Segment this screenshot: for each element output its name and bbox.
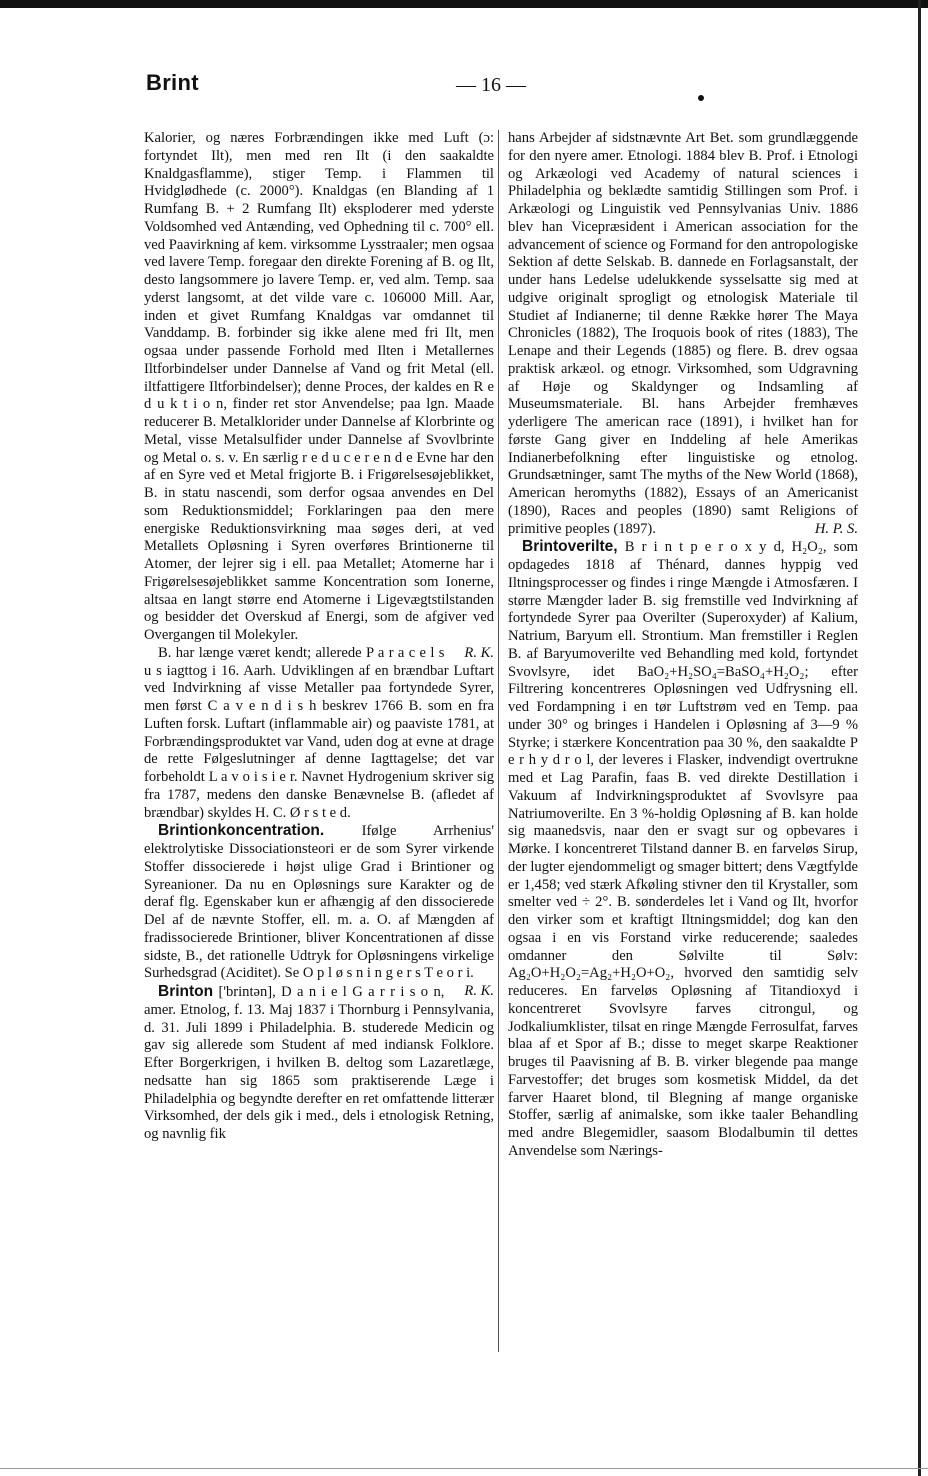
entry-brint-history-text: B. har længe været kendt; allerede P a r a c e l s u s iagttog i 16. Aarh. Udviklingen af en brændbar Luftart ved Indvirkning af visse Metaller paa fortyndede Syrer, men først C a v e n d i s h beskrev 1766 B. som en fra Luften forsk. Luftart (inflammable air) og paaviste 1781, at Forbrændingsproduktet var Vand, uden dog at evne at drage de rette Følgeslutninger af denne Iagttagelse; det var forbeholdt L a v o i s i e r. Navnet Hydrogenium skriver sig fra 1787, medens den danske Benævnelse B. (afledet af brændbar) skyldes H. C. Ø r s t e d.: [144, 644, 494, 821]
entry-body: Ifølge Arrhenius' elektrolytiske Dissociationsteori er de som Syrer virkende Stoffer dissocierede i højst ulige Grad i Brintioner og Syreanioner. Da nu en Opløsnings sure Karakter og de deraf flg. Egenskaber kun er afhængig af den dissocierede Del af de nævnte Stoffer, ell. m. a. O. af Mængden af fradissocierede Brintioner, bliver Koncentrationen af disse sidste, B., det rationelle Udtryk for Opløsningens virkelige Surhedsgrad (Aciditet). Se O p l ø s n i n g e r s T e o r i.: [144, 823, 494, 982]
entry-brintoverilte: [508, 538, 858, 1160]
signature: H. P. S.: [814, 520, 858, 537]
running-headword: Brint: [146, 70, 199, 95]
headword: Brintionkoncentration.: [158, 822, 325, 840]
entry-brint-continued: Kalorier, og næres Forbrændingen ikke med Luft (ɔ: fortyndet Ilt), men med ren Ilt (i den saakaldte Knaldgasflamme), stiger Temp. i Flammen til Hvidglødhede (c. 2000°). Knaldgas (en Blanding af 1 Rumfang B. + 2 Rumfang Ilt) eksploderer med yderste Voldsomhed ved Antænding, ved Ophedning til c. 700° ell. ved Paavirkning af kem. virksomme Lysstraaler; men ogsaa ved lavere Temp. foregaar den direkte Forening af B. og Ilt, desto langsommere jo lavere Temp. er, ved alm. Temp. saa yderst langsomt, at det vilde vare c. 106000 Mill. Aar, inden et givet Rumfang Knaldgas var omdannet til Vanddamp. B. forbinder sig ikke alene med fri Ilt, men ogsaa under passende Forhold med Ilten i Metallernes Iltforbindelser under Dannelse af Vand og frit Metal (ell. iltfattigere Iltforbindelser); denne Proces, der kaldes en R e d u k t i o n, finder ret stor Anvendelse; paa lgn. Maade reducerer B. Metalklorider under Dannelse af Klorbrinte og Metal, visse Metalsulfider under Dannelse af Svovlbrinte og Metal o. s. v. En særlig r e d u c e r e n d e Evne har den af en Syre ved et Metal frigjorte B. i Frigørelsesøjeblikket, B. in statu nascendi, som derfor ogsaa anvendes en Del som Reduktionsmiddel; Forklaringen paa den mere energiske Reduktionsvirkning maa søges deri, at ved Metallets Opløsning i Syren overføres Brintionerne til Atomer, der lejrer sig i ell. paa Metallet; Atomerne har i Frigørelsesøjeblikket samme Koncentration som Ionerne, altsaa en langt større end Atomerne i Ligevægtstilstanden og besidder det Overskud af Energi, som de afgiver ved Overgangen til Molekyler.: [144, 130, 494, 643]
signature: R. K.: [464, 983, 494, 999]
signature: R. K.: [464, 644, 494, 661]
headword: Brintoverilte,: [522, 538, 618, 556]
bottom-border: [0, 1468, 928, 1469]
page-number: — 16 —: [456, 74, 526, 96]
headword: Brinton: [158, 983, 214, 1000]
left-column: [144, 130, 494, 1144]
entry-brinton-continued: [508, 130, 858, 538]
right-edge-line: [918, 0, 921, 1476]
entry-brinton: [144, 983, 494, 1144]
entry-body: hans Arbejder af sidstnævnte Art Bet. som grundlæggende for den nyere amer. Etnologi. 1884 blev B. Prof. i Etnologi og Arkæologi ved Academy of natural sciences i Philadelphia og beklædte samtidig Stillingen som Prof. i Arkæologi og Linguistik ved Pennsylvanias Univ. 1886 blev han Vicepræsident i American association for the advancement of science og Formand for den antropologiske Sektion af dette Selskab. B. dannede en Forlagsanstalt, der under hans Ledelse udelukkende sysselsatte sig med at udgive originalt sprogligt og etnologisk Materiale til Studiet af Indianerne; til denne Række hører The Maya Chronicles (1882), The Iroquois book of rites (1883), The Lenape and their Legends (1885) og flere. B. drev ogsaa praktisk arkæol. og etnogr. Virksomhed, som Udgravning af Høje og Skaldynger og Indsamling af Museumsmateriale. Bl. hans Arbejder fremhæves yderligere The american race (1891), i hvilket han for første Gang giver en Inddeling af hele Amerikas Indianerbefolkning efter linguistiske og etnolog. Grundsætninger, samt The myths of the New World (1868), American heromyths (1882), Essays of an Americanist (1890), Races and peoples (1890) samt Religions of primitive peoples (1897).: [508, 130, 858, 537]
entry-body: B r i n t p e r o x y d, H₂O₂, som opdagedes 1818 af Thénard, dannes hyppig ved Iltningsprocesser og findes i ringe Mængde i Atmosfæren. I større Mængder lader B. sig fremstille ved Indvirkning af fortyndede Syrer paa Overilter (Superoxyder) af Kalium, Natrium, Baryum ell. Strontium. Man fremstiller i Reglen B. af Baryumoverilte ved Behandling med kold, fortyndet Svovlsyre, idet BaO₂+H₂SO₄=BaSO₄+H₂O₂; efter Filtrering koncentreres Opløsningen ved Udfrysning ell. ved Fordampning i en tør Luftstrøm ved en Temp. paa under 30° og bringes i Handelen i Opløsning af 3—9 % Styrke; i stærkere Koncentration paa 30 %, den saakaldte P e r h y d r o l, der leveres i Flasker, indvendigt overtrukne med et Lag Parafin, faas B. ved direkte Destillation i Vakuum af Indvirkningsproduktet af Svovlsyre paa Natriumoverilte. En 3 %-holdig Opløsning af B. kan holde sig maanedsvis, naar den er svagt sur og opbevares i Mørke. I koncentreret Tilstand danner B. en farveløs Sirup, der lugter ejendommeligt og smager bittert; dens Vægtfylde er 1,458; ved stærk Afkøling stivner den til Krystaller, som smelter ved ÷ 2°. B. sønderdeles let i Vand og Ilt, hvorfor den virker som et kraftigt Iltningsmiddel; dog kan den ogsaa i en vis Forstand virke reducerende; saaledes omdanner den Sølvilte til Sølv: Ag₂O+H₂O₂=Ag₂+H₂O+O₂, hvorved den samtidig selv reduceres. En farveløs Opløsning af Titandioxyd i koncentreret Svovlsyre farves citrongul, og Jodkaliumklister, tilsat en ringe Mængde Ferrosulfat, farves blaa af et Spor af B.; disse to meget skarpe Reaktioner bruges til Paavisning af B. B. virker blegende paa mange Farvestoffer; det bruges som kosmetisk Middel, da det farver Haaret blond, til Blegning af mange organiske Stoffer, særlig af animalske, som ikke taaler Behandling med andre Blegemidler, saasom Blodalbumin til dettes Anvendelse som Nærings-: [508, 539, 858, 1159]
header-dot: [698, 95, 704, 101]
entry-brint-history: [144, 645, 494, 823]
top-border: [0, 0, 928, 8]
entry-body: ['brintən], D a n i e l G a r r i s o n, amer. Etnolog, f. 13. Maj 1837 i Thornburg i Pennsylvania, d. 31. Juli 1899 i Philadelphia. B. studerede Medicin og gav sig allerede som Student af med indiansk Folklore. Efter Borgerkrigen, i hvilken B. deltog som Lazaretlæge, nedsatte han sig 1865 som praktiserende Læge i Philadelphia og begyndte derefter en ret omfattende litterær Virksomhed, der dels gik i med., dels i etnologisk Retning, og navnlig fik: [144, 984, 494, 1142]
column-divider: [498, 130, 499, 1352]
right-column: [508, 130, 858, 1161]
